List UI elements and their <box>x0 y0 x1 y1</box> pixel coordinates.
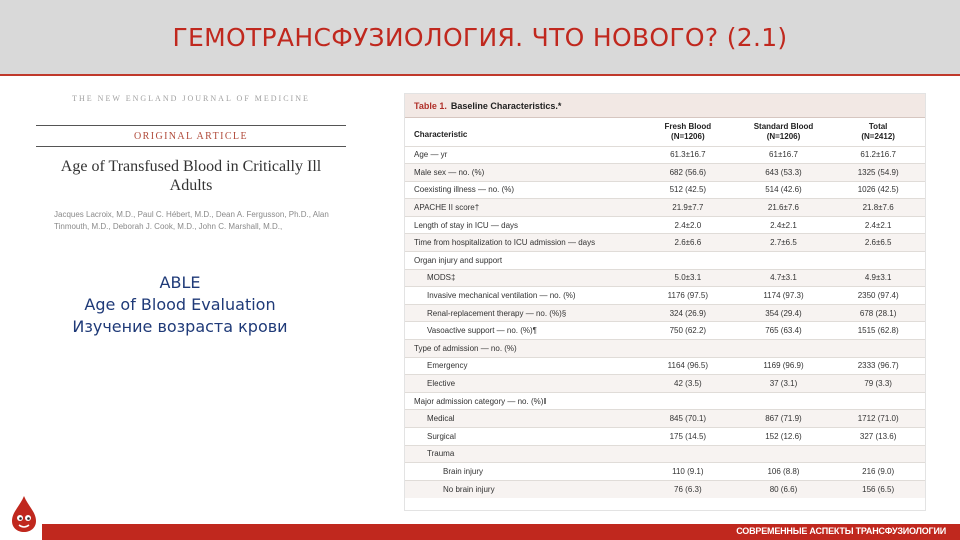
table-row <box>405 463 925 481</box>
table-body <box>405 146 925 498</box>
study-russian-name: Изучение возраста крови <box>72 317 288 336</box>
study-acronym: ABLE <box>159 273 201 292</box>
cell-total: 1026 (42.5) <box>831 181 925 199</box>
table-row <box>405 304 925 322</box>
row-label: APACHE II score† <box>405 199 640 217</box>
table-row <box>405 445 925 463</box>
footer-bar <box>42 524 960 540</box>
cell-total: 61.2±16.7 <box>831 146 925 164</box>
table-row <box>405 199 925 217</box>
cell-total: 156 (6.5) <box>831 480 925 498</box>
cell-fresh-blood: 2.6±6.6 <box>640 234 736 252</box>
table-row <box>405 146 925 164</box>
table-row <box>405 357 925 375</box>
cell-total <box>831 392 925 410</box>
row-label: Length of stay in ICU — days <box>405 216 640 234</box>
cell-total: 327 (13.6) <box>831 428 925 446</box>
table-row <box>405 375 925 393</box>
cell-standard-blood: 2.7±6.5 <box>736 234 832 252</box>
cell-fresh-blood: 682 (56.6) <box>640 164 736 182</box>
cell-total: 4.9±3.1 <box>831 269 925 287</box>
row-label: Medical <box>405 410 640 428</box>
header-total <box>831 118 925 146</box>
paper-authors: Jacques Lacroix, M.D., Paul C. Hébert, M.D., Dean A. Fergusson, Ph.D., Alan Tinmouth, M.D., Deborah J. Cook, M.D., John C. Marshall, M.D., <box>54 210 329 231</box>
baseline-table <box>405 118 925 498</box>
cell-standard-blood: 4.7±3.1 <box>736 269 832 287</box>
header-line: Standard Blood <box>753 121 814 131</box>
row-label: Trauma <box>405 445 640 463</box>
baseline-table-panel <box>404 93 926 511</box>
divider <box>36 146 346 147</box>
cell-standard-blood: 21.6±7.6 <box>736 199 832 217</box>
cell-total <box>831 445 925 463</box>
cell-total: 2333 (96.7) <box>831 357 925 375</box>
paper-header <box>36 94 346 233</box>
table-row <box>405 322 925 340</box>
row-label: Emergency <box>405 357 640 375</box>
cell-standard-blood: 867 (71.9) <box>736 410 832 428</box>
cell-fresh-blood <box>640 445 736 463</box>
table-row <box>405 269 925 287</box>
cell-total: 2.4±2.1 <box>831 216 925 234</box>
cell-fresh-blood: 845 (70.1) <box>640 410 736 428</box>
journal-name: THE NEW ENGLAND JOURNAL OF MEDICINE <box>72 94 310 103</box>
row-label: Invasive mechanical ventilation — no. (%) <box>405 287 640 305</box>
table-row <box>405 181 925 199</box>
header-standard-blood <box>736 118 832 146</box>
cell-fresh-blood: 750 (62.2) <box>640 322 736 340</box>
table-row <box>405 252 925 270</box>
cell-standard-blood: 2.4±2.1 <box>736 216 832 234</box>
cell-standard-blood: 37 (3.1) <box>736 375 832 393</box>
footer-text: СОВРЕМЕННЫЕ АСПЕКТЫ ТРАНСФУЗИОЛОГИИ <box>736 526 946 536</box>
cell-standard-blood: 1169 (96.9) <box>736 357 832 375</box>
cell-fresh-blood <box>640 340 736 358</box>
table-header-row <box>405 118 925 146</box>
cell-total: 1712 (71.0) <box>831 410 925 428</box>
cell-standard-blood <box>736 340 832 358</box>
cell-total <box>831 252 925 270</box>
row-label: Male sex — no. (%) <box>405 164 640 182</box>
header-line: Total <box>868 121 888 131</box>
table-row <box>405 216 925 234</box>
cell-fresh-blood: 1176 (97.5) <box>640 287 736 305</box>
table-caption <box>405 94 925 118</box>
cell-standard-blood: 61±16.7 <box>736 146 832 164</box>
cell-standard-blood: 106 (8.8) <box>736 463 832 481</box>
study-name <box>40 272 320 338</box>
row-label: Surgical <box>405 428 640 446</box>
study-english-name: Age of Blood Evaluation <box>84 295 276 314</box>
title-bar <box>0 0 960 76</box>
cell-fresh-blood: 42 (3.5) <box>640 375 736 393</box>
cell-fresh-blood: 324 (26.9) <box>640 304 736 322</box>
header-line: Fresh Blood <box>664 121 712 131</box>
cell-fresh-blood: 1164 (96.5) <box>640 357 736 375</box>
cell-standard-blood: 1174 (97.3) <box>736 287 832 305</box>
row-label: Type of admission — no. (%) <box>405 340 640 358</box>
cell-standard-blood <box>736 392 832 410</box>
cell-total: 2.6±6.5 <box>831 234 925 252</box>
table-row <box>405 480 925 498</box>
article-section: ORIGINAL ARTICLE <box>134 131 248 142</box>
cell-total: 79 (3.3) <box>831 375 925 393</box>
cell-standard-blood: 765 (63.4) <box>736 322 832 340</box>
header-characteristic: Characteristic <box>414 129 468 139</box>
table-row <box>405 340 925 358</box>
table-row <box>405 392 925 410</box>
row-label: MODS‡ <box>405 269 640 287</box>
cell-total: 2350 (97.4) <box>831 287 925 305</box>
table-row <box>405 410 925 428</box>
row-label: Coexisting illness — no. (%) <box>405 181 640 199</box>
cell-total: 678 (28.1) <box>831 304 925 322</box>
cell-fresh-blood: 110 (9.1) <box>640 463 736 481</box>
cell-total: 21.8±7.6 <box>831 199 925 217</box>
cell-standard-blood: 152 (12.6) <box>736 428 832 446</box>
cell-standard-blood: 80 (6.6) <box>736 480 832 498</box>
blood-drop-mascot-icon <box>6 494 42 534</box>
cell-standard-blood <box>736 445 832 463</box>
row-label: Major admission category — no. (%)‖ <box>405 392 640 410</box>
row-label: Age — yr <box>405 146 640 164</box>
slide-title: ГЕМОТРАНСФУЗИОЛОГИЯ. ЧТО НОВОГО? (2.1) <box>172 22 788 52</box>
header-line: (N=1206) <box>766 131 801 141</box>
cell-total <box>831 340 925 358</box>
row-label: Brain injury <box>405 463 640 481</box>
table-label: Table 1. <box>414 100 447 111</box>
header-line: (N=1206) <box>671 131 705 141</box>
paper-title: Age of Transfused Blood in Critically Ill Adults <box>60 158 322 194</box>
table-row <box>405 428 925 446</box>
cell-standard-blood: 643 (53.3) <box>736 164 832 182</box>
row-label: Time from hospitalization to ICU admission — days <box>405 234 640 252</box>
cell-total: 1325 (54.9) <box>831 164 925 182</box>
cell-standard-blood: 354 (29.4) <box>736 304 832 322</box>
row-label: No brain injury <box>405 480 640 498</box>
cell-standard-blood: 514 (42.6) <box>736 181 832 199</box>
cell-fresh-blood: 512 (42.5) <box>640 181 736 199</box>
cell-fresh-blood: 21.9±7.7 <box>640 199 736 217</box>
row-label: Vasoactive support — no. (%)¶ <box>405 322 640 340</box>
cell-fresh-blood: 61.3±16.7 <box>640 146 736 164</box>
table-title: Baseline Characteristics.* <box>450 100 562 111</box>
cell-total: 1515 (62.8) <box>831 322 925 340</box>
cell-fresh-blood <box>640 252 736 270</box>
table-row <box>405 287 925 305</box>
table-row <box>405 234 925 252</box>
cell-fresh-blood <box>640 392 736 410</box>
row-label: Organ injury and support <box>405 252 640 270</box>
cell-fresh-blood: 5.0±3.1 <box>640 269 736 287</box>
cell-fresh-blood: 76 (6.3) <box>640 480 736 498</box>
table-row <box>405 164 925 182</box>
cell-total: 216 (9.0) <box>831 463 925 481</box>
header-line: (N=2412) <box>861 131 895 141</box>
header-fresh-blood <box>640 118 736 146</box>
cell-fresh-blood: 175 (14.5) <box>640 428 736 446</box>
row-label: Elective <box>405 375 640 393</box>
row-label: Renal-replacement therapy — no. (%)§ <box>405 304 640 322</box>
cell-fresh-blood: 2.4±2.0 <box>640 216 736 234</box>
cell-standard-blood <box>736 252 832 270</box>
